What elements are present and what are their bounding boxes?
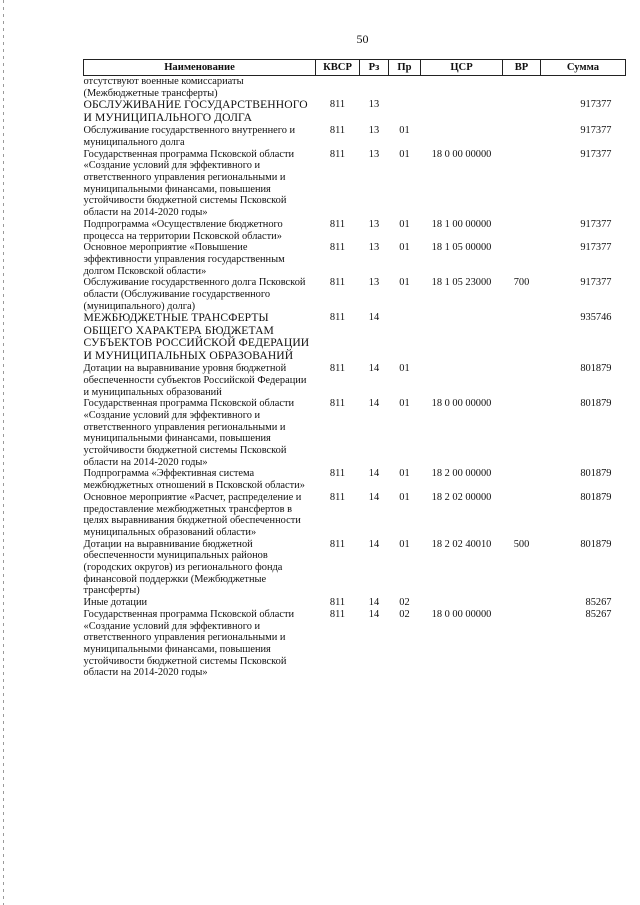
cell-kvsr: 811 (329, 398, 346, 410)
cell-rz: 14 (368, 398, 380, 410)
cell-pr: 01 (399, 125, 410, 137)
table-row (84, 398, 626, 468)
budget-table (83, 59, 626, 679)
cell-name: отсутствуют военные комиссариаты (Межбюджетные трансферты) (83, 76, 244, 99)
cell-rz: 14 (368, 468, 380, 480)
cell-pr: 01 (399, 363, 410, 375)
cell-vr (503, 492, 541, 539)
cell-vr (503, 312, 541, 363)
cell-csr: 18 2 02 00000 (431, 491, 492, 503)
cell-rz: 13 (368, 99, 380, 111)
cell-sum: 801879 (580, 398, 612, 410)
cell-name: ОБСЛУЖИВАНИЕ ГОСУДАРСТВЕННОГО И МУНИЦИПАЛЬНОГО ДОЛГА (83, 98, 308, 124)
cell-kvsr: 811 (329, 491, 346, 503)
cell-vr (503, 609, 541, 679)
cell-rz: 13 (368, 125, 380, 137)
cell-csr (421, 76, 503, 100)
header-rz: Рз (360, 60, 389, 76)
cell-sum: 801879 (580, 363, 612, 375)
scan-margin-line (3, 0, 4, 905)
cell-pr: 01 (399, 538, 410, 550)
cell-csr: 18 1 00 00000 (431, 218, 492, 230)
table-row (84, 609, 626, 679)
cell-pr: 02 (399, 608, 410, 620)
table-body (84, 76, 626, 680)
cell-pr: 01 (399, 398, 410, 410)
cell-vr (503, 597, 541, 609)
cell-rz (360, 76, 389, 100)
table-row (84, 219, 626, 242)
header-sum: Сумма (541, 60, 626, 76)
cell-pr (389, 99, 421, 125)
cell-csr (421, 363, 503, 398)
cell-name: Обслуживание государственного внутреннего и муниципального долга (83, 125, 296, 148)
header-name: Наименование (84, 60, 316, 76)
cell-sum: 935746 (580, 312, 612, 324)
cell-pr (389, 76, 421, 100)
cell-kvsr: 811 (329, 608, 346, 620)
cell-vr (503, 363, 541, 398)
header-pr: Пр (389, 60, 421, 76)
cell-pr: 01 (399, 148, 410, 160)
cell-vr (503, 468, 541, 491)
table-row (84, 363, 626, 398)
table-row (84, 539, 626, 598)
page-number: 50 (356, 32, 369, 46)
cell-kvsr: 811 (329, 242, 346, 254)
cell-pr (389, 312, 421, 363)
cell-csr: 18 0 00 00000 (431, 148, 492, 160)
cell-kvsr: 811 (329, 125, 346, 137)
cell-name: Государственная программа Псковской области «Создание условий для эффективного и ответственного управления региональными и муниципальными финансами, повышения устойчивости бюджетной системы Псковской области на 2014-2020 годы» (83, 398, 295, 468)
cell-sum: 917377 (580, 242, 612, 254)
table-row (84, 277, 626, 312)
cell-vr (503, 125, 541, 148)
cell-sum: 917377 (580, 125, 612, 137)
cell-sum: 801879 (580, 538, 612, 550)
cell-csr (421, 125, 503, 148)
cell-kvsr: 811 (329, 312, 346, 324)
cell-csr: 18 2 00 00000 (431, 468, 492, 480)
cell-pr: 01 (399, 218, 410, 230)
cell-sum: 917377 (580, 148, 612, 160)
cell-kvsr: 811 (329, 597, 346, 609)
cell-kvsr: 811 (329, 363, 346, 375)
cell-sum: 85267 (585, 608, 612, 620)
cell-csr (421, 312, 503, 363)
cell-rz: 14 (368, 608, 380, 620)
cell-rz: 14 (368, 491, 380, 503)
table-row (84, 312, 626, 363)
cell-rz: 14 (368, 538, 380, 550)
cell-vr: 700 (513, 277, 530, 289)
cell-kvsr: 811 (329, 148, 346, 160)
cell-name: Государственная программа Псковской области «Создание условий для эффективного и ответственного управления региональными и муниципальными финансами, повышения устойчивости бюджетной системы Псковской области на 2014-2020 годы» (83, 148, 295, 219)
table-row (84, 242, 626, 277)
table-row (84, 597, 626, 609)
cell-name: Обслуживание государственного долга Псковской области (Обслуживание государственного (муниципального) долга) (83, 277, 306, 312)
cell-pr: 02 (399, 597, 410, 609)
cell-csr (421, 597, 503, 609)
cell-rz: 14 (368, 363, 380, 375)
cell-sum: 917377 (580, 218, 612, 230)
cell-sum: 801879 (580, 468, 612, 480)
cell-csr: 18 2 02 40010 (431, 538, 492, 550)
cell-name: МЕЖБЮДЖЕТНЫЕ ТРАНСФЕРТЫ ОБЩЕГО ХАРАКТЕРА БЮДЖЕТАМ СУБЪЕКТОВ РОССИЙСКОЙ ФЕДЕРАЦИИ И МУНИЦИПАЛЬНЫХ ОБРАЗОВАНИЙ (83, 311, 310, 362)
cell-sum: 85267 (585, 597, 612, 609)
cell-name: Подпрограмма «Осуществление бюджетного процесса на территории Псковской области» (83, 218, 283, 242)
header-kvsr: КВСР (316, 60, 360, 76)
cell-kvsr: 811 (329, 468, 346, 480)
table-row (84, 125, 626, 148)
cell-name: Подпрограмма «Эффективная система межбюджетных отношений в Псковской области» (83, 468, 305, 492)
table-row (84, 76, 626, 100)
table-row (84, 492, 626, 539)
cell-kvsr: 811 (329, 277, 346, 289)
cell-sum: 801879 (580, 491, 612, 503)
cell-name: Основное мероприятие «Расчет, распределение и предоставление межбюджетных трансфертов в целях выравнивания бюджетной обеспеченности муниципальных образований области» (83, 491, 302, 538)
header-csr: ЦСР (421, 60, 503, 76)
cell-vr (503, 99, 541, 125)
table-row (84, 149, 626, 219)
cell-name: Дотации на выравнивание бюджетной обеспеченности муниципальных районов (городских округов) из регионального фонда финансовой поддержки (Межбюджетные трансферты) (83, 538, 283, 597)
cell-name: Государственная программа Псковской области «Создание условий для эффективного и ответственного управления региональными и муниципальными финансами, повышения устойчивости бюджетной системы Псковской области на 2014-2020 годы» (83, 608, 295, 679)
table-row (84, 468, 626, 491)
cell-sum (541, 76, 626, 100)
cell-csr: 18 0 00 00000 (431, 608, 492, 620)
table-row (84, 99, 626, 125)
cell-csr: 18 0 00 00000 (431, 398, 492, 410)
cell-kvsr: 811 (329, 99, 346, 111)
cell-rz: 13 (368, 148, 380, 160)
cell-rz: 13 (368, 277, 380, 289)
cell-pr: 01 (399, 468, 410, 480)
cell-vr: 500 (513, 538, 530, 550)
cell-name: Дотации на выравнивание уровня бюджетной обеспеченности субъектов Российской Федерации и муниципальных образований (83, 363, 307, 398)
cell-pr: 01 (399, 491, 410, 503)
cell-rz: 14 (368, 597, 380, 609)
header-vr: ВР (503, 60, 541, 76)
table-header-row (84, 60, 626, 76)
cell-vr (503, 398, 541, 468)
cell-csr (421, 99, 503, 125)
cell-name: Основное мероприятие «Повышение эффективности управления государственным долгом Псковской области» (83, 242, 285, 277)
cell-pr: 01 (399, 277, 410, 289)
cell-rz: 13 (368, 218, 380, 230)
cell-kvsr (316, 76, 360, 100)
cell-rz: 13 (368, 242, 380, 254)
cell-vr (503, 242, 541, 277)
cell-csr: 18 1 05 23000 (431, 277, 492, 289)
cell-rz: 14 (368, 312, 380, 324)
cell-vr (503, 149, 541, 219)
cell-name: Иные дотации (83, 597, 148, 609)
cell-sum: 917377 (580, 99, 612, 111)
cell-pr: 01 (399, 242, 410, 254)
cell-kvsr: 811 (329, 538, 346, 550)
cell-vr (503, 76, 541, 100)
cell-sum: 917377 (580, 277, 612, 289)
cell-kvsr: 811 (329, 218, 346, 230)
cell-vr (503, 219, 541, 242)
cell-csr: 18 1 05 00000 (431, 242, 492, 254)
